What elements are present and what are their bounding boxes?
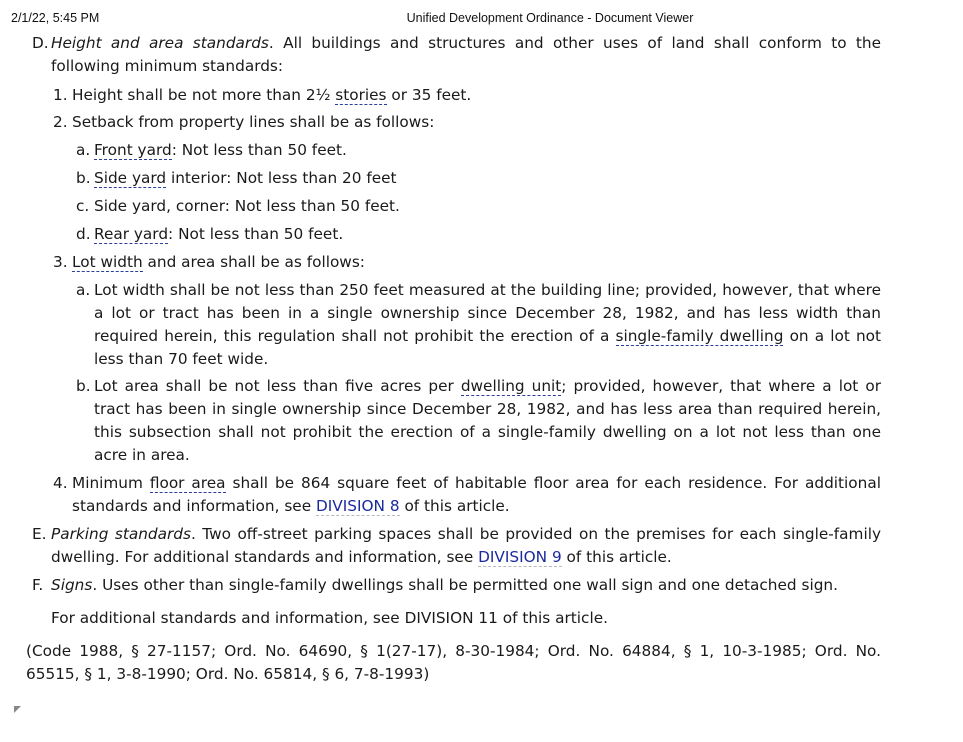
rear-yard-item: [76, 223, 881, 246]
defined-term-side-yard[interactable]: Side yard: [94, 169, 167, 187]
defined-term-stories[interactable]: stories: [335, 86, 387, 104]
document-title: Unified Development Ordinance - Document Viewer: [406, 11, 694, 25]
section-f-text: . Uses other than single-family dwellings shall be permitted one wall sign and one detached sign.: [92, 576, 838, 594]
defined-term-dwelling-unit[interactable]: dwelling unit: [460, 377, 562, 395]
section-f-number: F.: [32, 576, 44, 594]
section-e-heading: Parking standards: [51, 525, 191, 543]
division-8-link[interactable]: DIVISION 8: [316, 497, 400, 515]
section-d-heading: Height and area standards: [51, 34, 269, 52]
history-note: (Code 1988, § 27-1157; Ord. No. 64690, § 1(27-17), 8-30-1984; Ord. No. 64884, § 1, 10-3-1985; Ord. No. 65515, § 1, 3-8-1990; Ord. No. 65814, § 6, 7-8-1993): [26, 642, 881, 683]
section-d-number: D.: [32, 34, 49, 52]
front-yard-item: [76, 139, 881, 162]
defined-term-lot-width[interactable]: Lot width: [72, 253, 143, 271]
side-yard-corner-text: Side yard, corner: Not less than 50 feet.: [94, 197, 400, 215]
side-yard-interior-item: [76, 167, 881, 190]
floor-area-item: [53, 472, 881, 518]
division-9-link[interactable]: DIVISION 9: [478, 548, 562, 566]
section-f-note: For additional standards and information, see DIVISION 11 of this article.: [51, 609, 608, 627]
floor-area-text-post: of this article.: [399, 497, 510, 515]
document-body: [0, 32, 963, 686]
section-d-text: . All buildings and structures and other uses of land shall conform to the following minimum standards:: [51, 34, 881, 75]
section-e-text-post: of this article.: [561, 548, 672, 566]
side-yard-corner-number: c.: [76, 197, 90, 215]
section-e-text-pre: . Two off-street parking spaces shall be provided on the premises for each single-family dwelling. For additional standards and information, see: [51, 525, 881, 566]
front-yard-number: a.: [76, 141, 91, 159]
section-d: [32, 32, 881, 78]
section-f: [32, 574, 881, 597]
setback-item-number: 2.: [53, 113, 68, 131]
floor-area-text-mid: shall be 864 square feet of habitable floor area for each residence. For additional standards and information, see: [72, 474, 881, 515]
lot-area-item: [76, 375, 881, 467]
lot-width-area-item: [53, 251, 881, 274]
height-item-text-pre: Height shall be not more than 2½: [72, 86, 336, 104]
section-e: [32, 523, 881, 569]
lot-width-area-text: and area shall be as follows:: [142, 253, 365, 271]
front-yard-text: : Not less than 50 feet.: [171, 141, 347, 159]
lot-width-text-pre: Lot width shall be not less than 250 feet measured at the building line; provided, however, that where a lot or tract has been in a single ownership since December 28, 1982, and has less width than required herein, this regulation shall not prohibit the erection of a: [94, 281, 881, 345]
lot-width-text-post: on a lot not less than 70 feet wide.: [94, 327, 882, 368]
side-yard-interior-text: interior: Not less than 20 feet: [166, 169, 397, 187]
lot-area-number: b.: [76, 377, 91, 395]
defined-term-front-yard[interactable]: Front yard: [94, 141, 172, 159]
setback-item: [53, 111, 881, 134]
print-date: 2/1/22, 5:45 PM: [11, 11, 100, 25]
lot-width-area-number: 3.: [53, 253, 68, 271]
section-e-number: E.: [32, 525, 47, 543]
height-item-number: 1.: [53, 86, 68, 104]
floor-area-number: 4.: [53, 474, 68, 492]
lot-area-text-post: ; provided, however, that where a lot or tract has been in single ownership since December 28, 1982, and has less area than required herein, this subsection shall not prohibit the erection of a single-family dwelling on a lot not less than one acre in area.: [94, 377, 881, 464]
defined-term-rear-yard[interactable]: Rear yard: [94, 225, 169, 243]
section-f-heading: Signs: [51, 576, 93, 594]
print-header: [0, 0, 963, 34]
rear-yard-number: d.: [76, 225, 91, 243]
resize-corner-icon: [14, 706, 21, 713]
setback-item-text: Setback from property lines shall be as follows:: [72, 113, 435, 131]
rear-yard-text: : Not less than 50 feet.: [168, 225, 344, 243]
lot-width-number: a.: [76, 281, 91, 299]
lot-area-text-pre: Lot area shall be not less than five acres per: [94, 377, 461, 395]
side-yard-interior-number: b.: [76, 169, 91, 187]
height-item-text-post: or 35 feet.: [386, 86, 472, 104]
defined-term-single-family-dwelling[interactable]: single-family dwelling: [615, 327, 784, 345]
lot-width-item: [76, 279, 882, 371]
height-item: [53, 84, 881, 107]
side-yard-corner-item: [76, 195, 881, 218]
floor-area-text-pre: Minimum: [72, 474, 150, 492]
defined-term-floor-area[interactable]: floor area: [149, 474, 226, 492]
